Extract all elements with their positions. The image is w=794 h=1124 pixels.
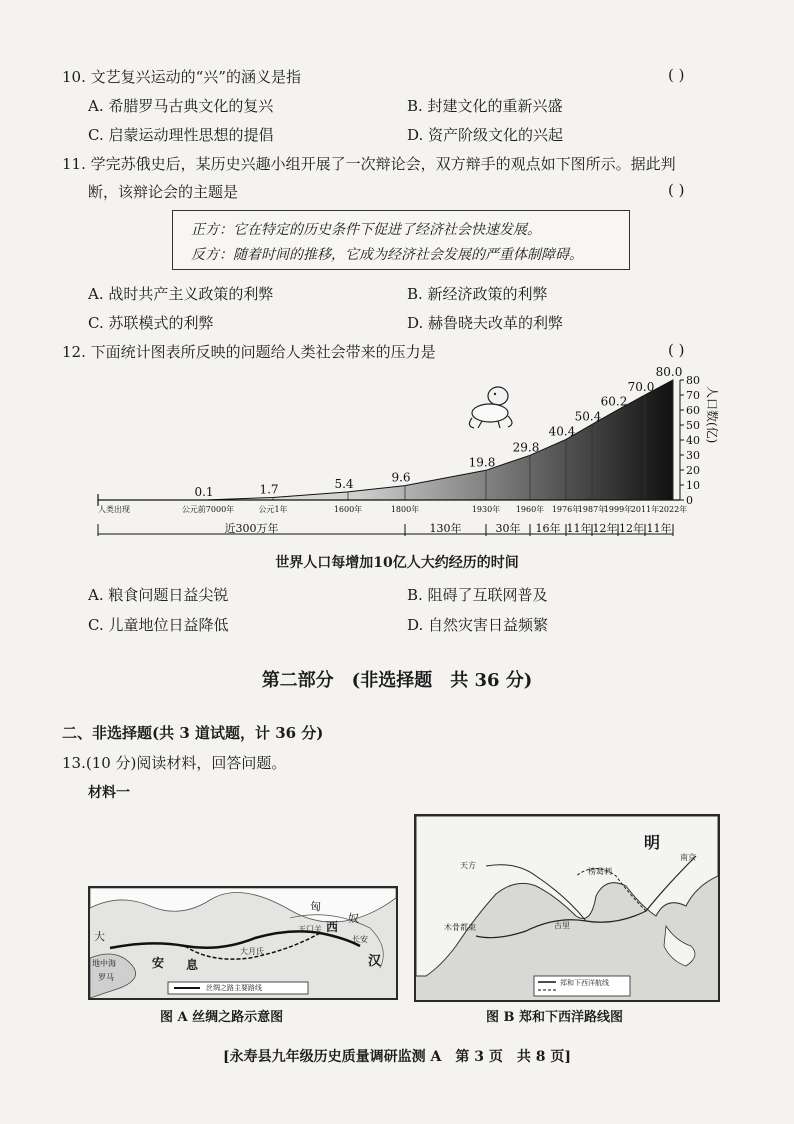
y-axis-tick-label: 40: [686, 434, 700, 447]
y-axis-label: 人口数(亿): [705, 386, 719, 444]
map-a-caption: 图 A 丝绸之路示意图: [160, 1010, 284, 1025]
x-category-label: 1800年: [390, 505, 420, 514]
q11-option-d: D. 赫鲁晓夫改革的利弊: [407, 314, 564, 332]
x-category-label: 1930年: [471, 505, 501, 514]
x-category-label: 1987年: [577, 505, 607, 514]
interval-label: 11年: [646, 522, 672, 535]
x-category-label: 1960年: [515, 505, 545, 514]
part2-heading: 二、非选择题(共 3 道试题，计 36 分): [62, 724, 324, 742]
population-value-label: 29.8: [512, 440, 540, 455]
population-area: [98, 380, 673, 500]
interval-label: 130年: [429, 522, 462, 535]
map-a-label-nu: 奴: [348, 912, 359, 925]
quote-pro: 正方：它在特定的历史条件下促进了经济社会快速发展。: [191, 222, 541, 238]
x-category-label: 1999年: [603, 505, 633, 514]
map-b-label-tianfang: 天方: [460, 861, 476, 870]
q12-stem: 12. 下面统计图表所反映的问题给人类社会带来的压力是: [62, 343, 436, 361]
map-a-label-changan: 长安: [352, 935, 368, 944]
q10-option-b: B. 封建文化的重新兴盛: [407, 97, 563, 115]
q11-stem-line1: 11. 学完苏俄史后，某历史兴趣小组开展了一次辩论会，双方辩手的观点如下图所示。据此判: [62, 155, 676, 173]
x-category-label: 公元1年: [258, 505, 288, 514]
y-axis-tick-label: 0: [686, 494, 693, 507]
x-category-label: 公元前7000年: [181, 505, 235, 514]
debate-quote-box: [172, 210, 630, 270]
q12-option-c: C. 儿童地位日益降低: [88, 616, 229, 634]
map-b-label-guli: 古里: [554, 921, 570, 930]
map-b-label-ming: 明: [644, 833, 661, 852]
q12-option-b: B. 阻碍了互联网普及: [407, 586, 548, 604]
q12-option-d: D. 自然灾害日益频繁: [407, 616, 549, 634]
quote-con: 反方：随着时间的推移，它成为经济社会发展的严重体制障碍。: [191, 247, 583, 263]
map-a-label-yumen: 玉门关: [298, 925, 322, 934]
population-value-label: 1.7: [259, 482, 279, 497]
population-value-label: 40.4: [548, 424, 576, 439]
map-a-label-yuezhi: 大月氏: [240, 947, 264, 956]
x-category-label: 人类出现: [98, 505, 130, 514]
page-footer: [永寿县九年级历史质量调研监测 A 第 3 页 共 8 页]: [223, 1049, 571, 1065]
population-value-label: 50.4: [574, 409, 602, 424]
map-a-legend: 丝绸之路主要路线: [206, 984, 262, 992]
population-value-label: 80.0: [655, 366, 683, 379]
population-value-label: 60.2: [600, 394, 628, 409]
population-value-label: 0.1: [194, 484, 214, 499]
population-value-label: 9.6: [391, 470, 411, 485]
map-b-legend: 郑和下西洋航线: [560, 979, 609, 987]
q10-option-a: A. 希腊罗马古典文化的复兴: [88, 97, 274, 115]
map-a-label-an: 安: [152, 956, 165, 970]
q11-stem-line2: 断，该辩论会的主题是: [88, 183, 239, 201]
x-category-label: 1600年: [333, 505, 363, 514]
interval-label: 30年: [495, 522, 521, 535]
map-a-label-xiong: 匈: [310, 900, 321, 913]
map-a-label-da: 大: [94, 930, 105, 943]
interval-label: 12年: [592, 522, 618, 535]
y-axis-tick-label: 80: [686, 374, 700, 387]
y-axis-tick-label: 10: [686, 479, 700, 492]
map-b-caption: 图 B 郑和下西洋路线图: [486, 1010, 624, 1025]
material-one-label: 材料一: [88, 785, 130, 801]
zheng-he-map: [414, 814, 720, 1002]
map-b-label-bengal: 榜葛剌: [588, 867, 612, 876]
map-b-label-nanjing: 南京: [680, 853, 696, 862]
y-axis-tick-label: 20: [686, 464, 700, 477]
silk-road-map: [88, 886, 398, 1000]
q11-option-b: B. 新经济政策的利弊: [407, 285, 548, 303]
interval-label: 16年: [535, 522, 561, 535]
population-chart: [90, 366, 730, 554]
map-b-label-mogadishu: 木骨都束: [444, 923, 476, 932]
q10-option-d: D. 资产阶级文化的兴起: [407, 126, 564, 144]
interval-label: 12年: [619, 522, 644, 535]
q11-option-c: C. 苏联模式的利弊: [88, 314, 214, 332]
q11-option-a: A. 战时共产主义政策的利弊: [88, 285, 274, 303]
q10-stem: 10. 文艺复兴运动的“兴”的涵义是指: [62, 68, 301, 86]
population-value-label: 19.8: [468, 455, 496, 470]
x-category-label: 1976年: [551, 505, 581, 514]
q13-stem: 13.(10 分)阅读材料，回答问题。: [62, 754, 287, 772]
q12-answer-paren: ( ): [668, 341, 685, 359]
part2-title: 第二部分 (非选择题 共 36 分): [261, 670, 533, 691]
map-a-label-xi: 息: [186, 958, 199, 972]
y-axis-tick-label: 70: [686, 389, 700, 402]
q10-option-c: C. 启蒙运动理性思想的提倡: [88, 126, 274, 144]
crawling-baby-illustration: [469, 387, 512, 428]
population-value-label: 5.4: [334, 476, 354, 491]
y-axis-tick-label: 50: [686, 419, 700, 432]
map-a-label-sea: 地中海: [92, 959, 116, 968]
chart-title: 世界人口每增加10亿人大约经历的时间: [275, 555, 519, 571]
population-value-label: 70.0: [627, 380, 655, 394]
interval-label: 近300万年: [224, 522, 279, 535]
interval-label: 11年: [566, 522, 592, 535]
q12-option-a: A. 粮食问题日益尖锐: [88, 586, 229, 604]
q11-answer-paren: ( ): [668, 181, 685, 199]
x-category-label: 2011年: [630, 505, 660, 514]
map-a-label-rome: 罗马: [98, 973, 114, 982]
map-a-label-han: 汉: [368, 954, 382, 969]
y-axis-tick-label: 60: [686, 404, 700, 417]
map-a-label-west: 西: [326, 920, 339, 934]
x-category-label: 2022年: [658, 505, 688, 514]
q10-answer-paren: ( ): [668, 66, 685, 84]
y-axis-tick-label: 30: [686, 449, 700, 462]
